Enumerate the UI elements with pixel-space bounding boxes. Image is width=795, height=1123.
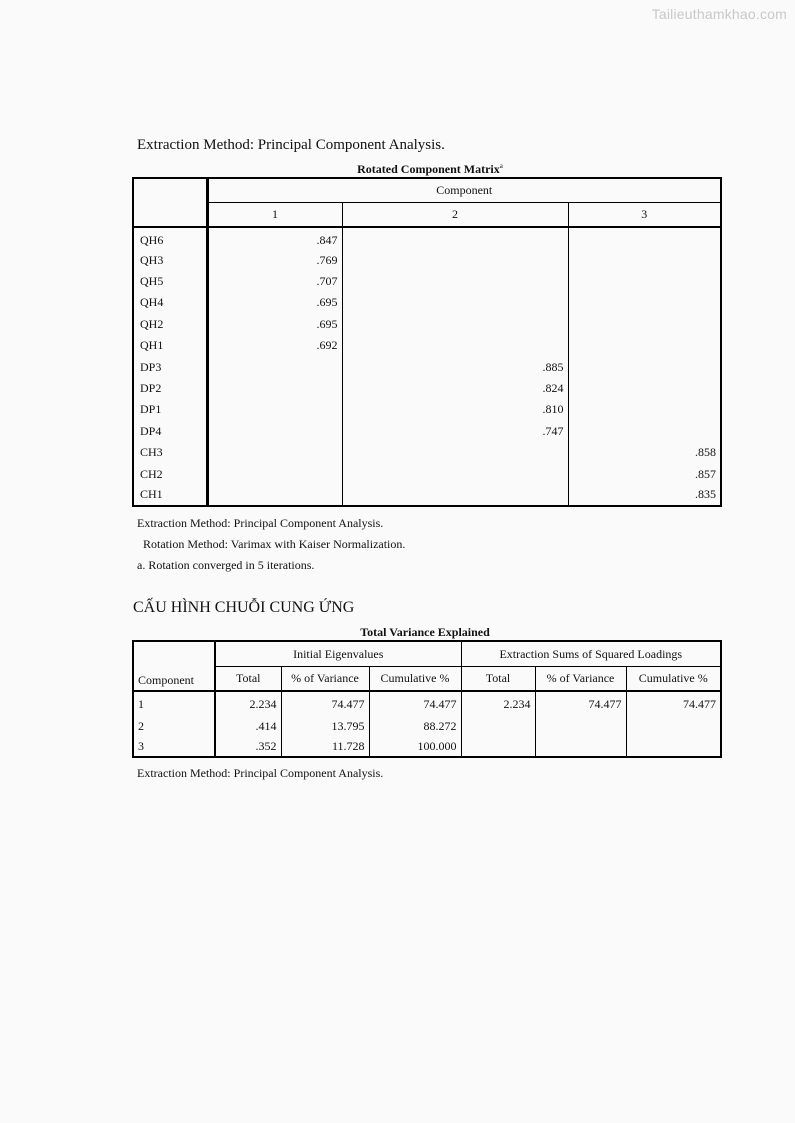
matrix-row [133, 227, 721, 249]
extraction-pct [535, 715, 626, 736]
col-extraction-cum: Cumulative % [626, 666, 721, 691]
loading-c3 [568, 292, 721, 313]
extraction-total: 2.234 [461, 691, 535, 715]
loading-c2: .747 [342, 420, 568, 441]
loading-c2 [342, 292, 568, 313]
row-label: CH3 [133, 442, 207, 463]
matrix-row [133, 420, 721, 441]
matrix-note-rotation: Rotation Method: Varimax with Kaiser Normalization. [143, 537, 406, 551]
loading-c1 [207, 463, 342, 484]
extraction-cum [626, 736, 721, 757]
loading-c1 [207, 484, 342, 505]
variance-rows [133, 691, 721, 757]
loading-c3: .857 [568, 463, 721, 484]
matrix-row [133, 292, 721, 313]
section-heading: CẤU HÌNH CHUỖI CUNG ỨNG [133, 599, 355, 616]
component-header: Component [207, 178, 721, 202]
watermark: Tailieuthamkhao.com [651, 6, 787, 22]
total-variance-table [132, 640, 722, 758]
variance-row [133, 691, 721, 715]
extraction-cum [626, 715, 721, 736]
loading-c1: .847 [207, 227, 342, 249]
loading-c1 [207, 356, 342, 377]
rotated-component-matrix [132, 177, 722, 507]
matrix-row [133, 399, 721, 420]
initial-total: 2.234 [215, 691, 281, 715]
loading-c2: .885 [342, 356, 568, 377]
loading-c2: .824 [342, 377, 568, 398]
matrix-row [133, 463, 721, 484]
loading-c2 [342, 484, 568, 505]
loading-c1: .695 [207, 292, 342, 313]
loading-c2 [342, 227, 568, 249]
row-label: QH5 [133, 270, 207, 291]
component-col-3: 3 [568, 202, 721, 227]
matrix-row [133, 249, 721, 270]
variance-title: Total Variance Explained [360, 625, 490, 639]
matrix-row [133, 442, 721, 463]
loading-c3 [568, 377, 721, 398]
row-label: CH2 [133, 463, 207, 484]
row-label: QH6 [133, 227, 207, 249]
loading-c3 [568, 335, 721, 356]
row-label: DP3 [133, 356, 207, 377]
extraction-total [461, 736, 535, 757]
matrix-row [133, 356, 721, 377]
col-extraction-pct: % of Variance [535, 666, 626, 691]
loading-c2 [342, 463, 568, 484]
loading-c2 [342, 442, 568, 463]
initial-total: .414 [215, 715, 281, 736]
matrix-rows [133, 227, 721, 506]
top-extraction-note: Extraction Method: Principal Component Analysis. [137, 137, 445, 153]
loading-c1: .769 [207, 249, 342, 270]
initial-pct: 13.795 [281, 715, 369, 736]
loading-c1 [207, 442, 342, 463]
loading-c2 [342, 270, 568, 291]
row-label: QH2 [133, 313, 207, 334]
matrix-row [133, 377, 721, 398]
initial-cum: 74.477 [369, 691, 461, 715]
col-initial-pct: % of Variance [281, 666, 369, 691]
col-initial-cum: Cumulative % [369, 666, 461, 691]
loading-c2 [342, 335, 568, 356]
loading-c1 [207, 420, 342, 441]
loading-c3: .835 [568, 484, 721, 505]
loading-c3 [568, 270, 721, 291]
initial-cum: 100.000 [369, 736, 461, 757]
initial-cum: 88.272 [369, 715, 461, 736]
loading-c3 [568, 399, 721, 420]
loading-c1: .692 [207, 335, 342, 356]
rotated-matrix-title: Rotated Component Matrix$^a$ [357, 162, 503, 176]
matrix-corner-cell [133, 178, 207, 227]
variance-row [133, 715, 721, 736]
group-extraction-sums: Extraction Sums of Squared Loadings [461, 641, 721, 666]
loading-c3 [568, 227, 721, 249]
loading-c1: .707 [207, 270, 342, 291]
variance-note: Extraction Method: Principal Component Analysis. [137, 766, 384, 780]
row-label: CH1 [133, 484, 207, 505]
loading-c3 [568, 420, 721, 441]
variance-row [133, 736, 721, 757]
matrix-note-footnote: a. Rotation converged in 5 iterations. [137, 558, 315, 572]
extraction-pct [535, 736, 626, 757]
col-initial-total: Total [215, 666, 281, 691]
loading-c3 [568, 249, 721, 270]
initial-pct: 74.477 [281, 691, 369, 715]
matrix-row [133, 313, 721, 334]
loading-c3 [568, 313, 721, 334]
extraction-cum: 74.477 [626, 691, 721, 715]
matrix-row [133, 270, 721, 291]
extraction-total [461, 715, 535, 736]
loading-c1 [207, 399, 342, 420]
loading-c1 [207, 377, 342, 398]
row-label: QH1 [133, 335, 207, 356]
component-col-2: 2 [342, 202, 568, 227]
row-label: DP4 [133, 420, 207, 441]
loading-c2: .810 [342, 399, 568, 420]
col-component: Component [133, 641, 215, 691]
loading-c3 [568, 356, 721, 377]
col-extraction-total: Total [461, 666, 535, 691]
row-label: QH3 [133, 249, 207, 270]
loading-c2 [342, 313, 568, 334]
initial-total: .352 [215, 736, 281, 757]
extraction-pct: 74.477 [535, 691, 626, 715]
matrix-row [133, 335, 721, 356]
initial-pct: 11.728 [281, 736, 369, 757]
loading-c2 [342, 249, 568, 270]
component-number: 3 [133, 736, 215, 757]
row-label: QH4 [133, 292, 207, 313]
component-number: 2 [133, 715, 215, 736]
matrix-note-extraction: Extraction Method: Principal Component Analysis. [137, 516, 384, 530]
loading-c1: .695 [207, 313, 342, 334]
matrix-row [133, 484, 721, 505]
group-initial-eigenvalues: Initial Eigenvalues [215, 641, 461, 666]
loading-c3: .858 [568, 442, 721, 463]
component-col-1: 1 [207, 202, 342, 227]
component-number: 1 [133, 691, 215, 715]
row-label: DP2 [133, 377, 207, 398]
row-label: DP1 [133, 399, 207, 420]
